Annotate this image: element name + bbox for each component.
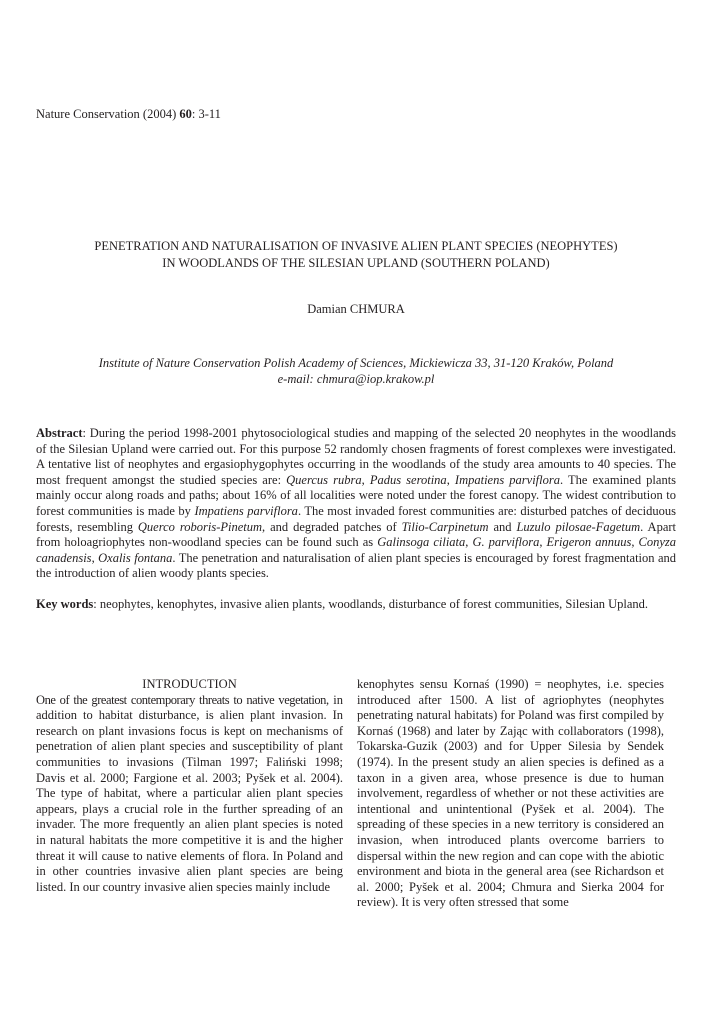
abstract-text: . The penetration and naturalisation of alien plant species is encouraged by forest fragmentation and the introduction of alien woody plants species. xyxy=(36,550,677,581)
title-line-2: IN WOODLANDS OF THE SILESIAN UPLAND (SOUTHERN POLAND) xyxy=(162,256,550,270)
introduction-paragraph xyxy=(36,693,343,896)
abstract-text: , xyxy=(361,472,370,487)
abstract-text: . The most invaded forest communities are: disturbed patches of deciduous forests, resembling xyxy=(36,503,676,534)
species-name: Conyza canadensis xyxy=(36,535,677,565)
abstract-label: Abstract xyxy=(36,426,83,440)
species-name: Padus serotina xyxy=(369,472,447,487)
species-name: G. parviflora xyxy=(472,535,540,550)
intro-right-text: kenophytes sensu Kornaś (1990) = neophytes, i.e. species introduced after 1500. A list of agriophytes (neophytes penetrating natural habitats) for Poland was first compiled by Kornaś (1968) and later by Zając with collaborators (1998), Tokarska-Guzik (2003) and for Upper Silesia by Sendek (1974). In the present study an alien species is defined as a taxon in a given area, whose presence is due to human involvement, regardless of whether or not these activities are intentional and unintentional (Pyšek et al. 2004). The spreading of these species in a new territory is considered an invasion, when introduced plants overcome barriers to dispersal within the new region and can cope with the abiotic environment and biota in the general area (see Richardson et al. 2000; Pyšek et al. 2004; Chmura and Sierka 2004 for review). It is very often stressed that some xyxy=(357,677,664,910)
abstract-text: and xyxy=(488,519,517,534)
community-name: Tilio-Carpinetum xyxy=(401,519,489,534)
abstract-text: , xyxy=(465,535,473,550)
abstract-text: , xyxy=(446,472,455,487)
keywords xyxy=(36,597,676,613)
paper-title xyxy=(36,238,676,272)
journal-volume: 60 xyxy=(179,107,192,121)
abstract-text: , xyxy=(91,550,99,565)
journal-citation xyxy=(36,106,221,122)
affiliation xyxy=(36,355,676,387)
community-name: Querco roboris-Pinetum xyxy=(137,519,263,534)
abstract-text: : During the period 1998-2001 phytosociological studies and mapping of the selected 20 neophytes in the woodlands of the Silesian Upland were carried out. For this purpose 52 randomly chosen fragments of forest complexes were investigated. A tentative list of neophytes and ergasiophygophytes occurring in the woodlands of the study area amounts to 40 species. The most frequent amongst the studied species are: xyxy=(36,426,676,487)
keywords-label: Key words xyxy=(36,597,94,611)
community-name: Luzulo pilosae-Fagetum xyxy=(516,519,641,534)
species-name: Oxalis fontana xyxy=(98,550,173,565)
affiliation-institute: Institute of Nature Conservation Polish Academy of Sciences, Mickiewicza 33, 31-120 Kraków, Poland xyxy=(98,356,614,370)
species-name: Quercus rubra xyxy=(286,472,362,487)
species-name: Erigeron annuus xyxy=(546,535,632,550)
affiliation-email: e-mail: chmura@iop.krakow.pl xyxy=(277,372,435,386)
intro-left-text: in addition to habitat disturbance, is alien plant invasion. In research on plant invasions focus is kept on mechanisms of penetration of alien plant species and susceptibility of plant communities to invasions (Tilman 1997; Faliński 1998; Davis et al. 2000; Fargione et al. 2003; Pyšek et al. 2004). The type of habitat, where a particular alien plant species appears, plays a crucial role in the further spreading of an invader. The more frequently an alien plant species is noted in natural habitats the more competitive it is and the higher threat it will cause to native elements of flora. In Poland and in other countries invasive alien plant species are being listed. In our country invasive alien species mainly include xyxy=(36,692,343,894)
section-heading-introduction: INTRODUCTION xyxy=(142,677,237,691)
species-name: Impatiens parviflora xyxy=(194,503,298,518)
species-name: Impatiens parviflora xyxy=(454,472,560,487)
species-name: Galinsoga ciliata xyxy=(377,535,466,550)
title-line-1: PENETRATION AND NATURALISATION OF INVASIVE ALIEN PLANT SPECIES (NEOPHYTES) xyxy=(94,239,618,253)
keywords-text: : neophytes, kenophytes, invasive alien plants, woodlands, disturbance of forest communities, Silesian Upland. xyxy=(93,597,649,611)
column-right xyxy=(357,677,664,911)
journal-pages: : 3-11 xyxy=(191,107,221,121)
abstract-text: . Apart from holoagriophytes non-woodland species can be found such as xyxy=(36,519,677,550)
column-left xyxy=(36,677,343,895)
abstract-text: , xyxy=(631,535,639,550)
author-name: Damian CHMURA xyxy=(307,302,405,316)
journal-name: Nature Conservation (2004) xyxy=(36,107,180,121)
intro-first-line: One of the greatest contemporary threats to native vegetation, xyxy=(36,692,329,707)
abstract-text: . The examined plants mainly occur along roads and paths; about 16% of all localities were noted under the forest canopy. The widest contribution to forest communities is made by xyxy=(36,472,677,518)
abstract-text: , xyxy=(539,535,547,550)
abstract-text: , and degraded patches of xyxy=(262,519,402,534)
abstract xyxy=(36,426,676,582)
